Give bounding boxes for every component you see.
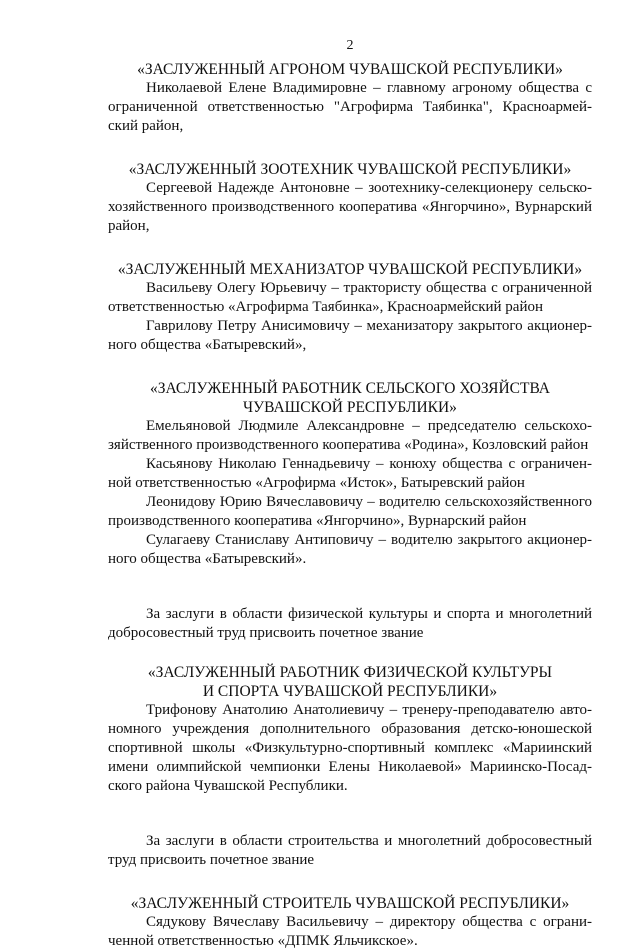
entry-leonidov: Леонидову Юрию Вячеславовичу – водителю сельскохозяйственного производственного кооператива «Янгорчино», Вурнарский район bbox=[108, 494, 592, 529]
title-selhoz-line1: «ЗАСЛУЖЕННЫЙ РАБОТНИК СЕЛЬСКОГО ХОЗЯЙСТВА bbox=[149, 380, 551, 397]
entry-vasiliev: Васильеву Олегу Юрьевичу – трактористу общества с ограниченной ответственностью «Агрофирма Таябинка», Красноармейский район bbox=[108, 280, 592, 315]
entry-nikolaeva: Николаевой Елене Владимировне – главному агроному общества с ограниченной ответственностью "Агрофирма Таябинка", Красноармейский район, bbox=[108, 80, 592, 134]
title-zootechnik: «ЗАСЛУЖЕННЫЙ ЗООТЕХНИК ЧУВАШСКОЙ РЕСПУБЛИКИ» bbox=[128, 161, 572, 178]
entry-sergeeva: Сергеевой Надежде Антоновне – зоотехнику-селекционеру сельскохозяйственного производственного кооператива «Янгорчино», Вурнарский район, bbox=[108, 180, 592, 234]
entry-trifonov: Трифонову Анатолию Анатолиевичу – тренеру-преподавателю автономного учреждения дополнительного образования детско-юношеской спортивной школы «Физкультурно-спортивный комплекс «Мариинский имени олимпийской чемпионки Елены Николаевой» Мариинско-Посадского района Чувашской Республики. bbox=[108, 702, 592, 794]
entry-kasyanov: Касьянову Николаю Геннадьевичу – конюху общества с ограниченной ответственностью «Агрофирма «Исток», Батыревский район bbox=[108, 456, 592, 491]
title-selhoz-line2: ЧУВАШСКОЙ РЕСПУБЛИКИ» bbox=[243, 399, 457, 416]
intro-sport: За заслуги в области физической культуры и спорта и многолетний добросовестный труд присвоить почетное звание bbox=[108, 606, 592, 641]
title-agronom: «ЗАСЛУЖЕННЫЙ АГРОНОМ ЧУВАШСКОЙ РЕСПУБЛИКИ» bbox=[137, 61, 563, 78]
intro-stroitel: За заслуги в области строительства и многолетний добросовестный труд присвоить почетное звание bbox=[108, 833, 592, 868]
title-mechanizator: «ЗАСЛУЖЕННЫЙ МЕХАНИЗАТОР ЧУВАШСКОЙ РЕСПУБЛИКИ» bbox=[117, 261, 583, 278]
title-sport-line2: И СПОРТА ЧУВАШСКОЙ РЕСПУБЛИКИ» bbox=[202, 683, 498, 700]
document-page bbox=[108, 38, 592, 951]
page-number: 2 bbox=[346, 38, 354, 53]
entry-syadukov: Сядукову Вячеславу Васильевичу – директору общества с ограниченной ответственностью «ДПМК Яльчикское». bbox=[108, 914, 592, 949]
entry-emelyanova: Емельяновой Людмиле Александровне – председателю сельскохозяйственного производственного кооператива «Родина», Козловский район bbox=[108, 418, 592, 453]
entry-gavrilov: Гаврилову Петру Анисимовичу – механизатору закрытого акционерного общества «Батыревский», bbox=[108, 318, 592, 353]
title-stroitel: «ЗАСЛУЖЕННЫЙ СТРОИТЕЛЬ ЧУВАШСКОЙ РЕСПУБЛИКИ» bbox=[130, 895, 570, 912]
title-sport-line1: «ЗАСЛУЖЕННЫЙ РАБОТНИК ФИЗИЧЕСКОЙ КУЛЬТУРЫ bbox=[147, 664, 553, 681]
entry-sulagaev: Сулагаеву Станиславу Антиповичу – водителю закрытого акционерного общества «Батыревский». bbox=[108, 532, 592, 567]
